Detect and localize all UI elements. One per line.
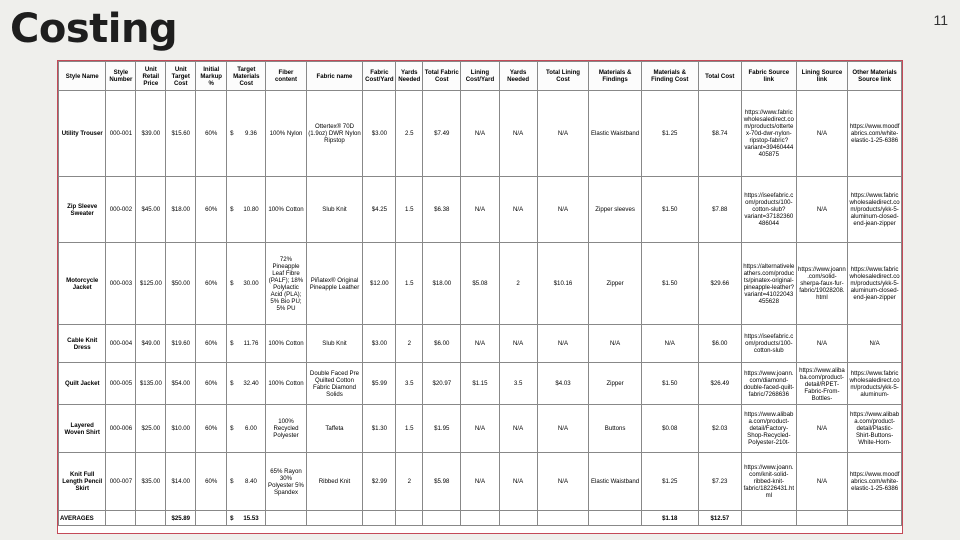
cell-style_name: Zip Sleeve Sweater [59,177,106,243]
cell-fabric_cost: $5.99 [363,363,396,405]
cell-findings: Zipper sleeves [589,177,642,243]
col-header: Lining Source link [796,62,848,91]
cell-style_name: Cable Knit Dress [59,325,106,363]
cell-fiber: 72% Pineapple Leaf Fibre (PALF); 18% Polylactic Acid (PLA); 5% Bio PU; 5% PU [266,243,306,325]
cell-value: 30.00 [243,280,259,287]
cell-lining_yards: N/A [499,325,537,363]
col-header: Initial Markup % [196,62,227,91]
link-text: https://alternativeleathers.com/products/pinatex-original-pineapple-leather?variant=41022043455628 [743,262,795,305]
cell-total_fabric: $7.49 [423,91,461,177]
link-text: N/A [869,340,880,347]
cell-fabric: Taffeta [306,405,363,453]
cell-total_fabric: $1.95 [423,405,461,453]
cell-value: 9.36 [245,130,257,137]
averages-cell: $25.89 [166,511,196,526]
averages-cell [363,511,396,526]
cell-finding_cost: $0.08 [641,405,698,453]
averages-cell: $12.57 [698,511,741,526]
cell-lining_link [796,243,848,325]
cell-fiber: 65% Rayon 30% Polyester 5% Spandex [266,453,306,511]
cell-retail: $45.00 [136,177,166,243]
cell-finding_cost: $1.25 [641,91,698,177]
col-header: Total Cost [698,62,741,91]
cell-style_name: Motorcycle Jacket [59,243,106,325]
cell-total_lining: N/A [537,325,589,363]
cell-total_lining: $10.16 [537,243,589,325]
cell-yards: 2 [396,453,423,511]
averages-cell: $1.18 [641,511,698,526]
table-row [59,453,902,511]
averages-cell [499,511,537,526]
cell-other_link [848,405,902,453]
col-header: Yards Needed [499,62,537,91]
cell-total_cost: $7.88 [698,177,741,243]
col-header: Unit Target Cost [166,62,196,91]
col-header: Yards Needed [396,62,423,91]
cell-yards: 2.5 [396,91,423,177]
cell-yards: 1.5 [396,405,423,453]
col-header: Fabric Source link [741,62,796,91]
cell-total_fabric: $18.00 [423,243,461,325]
averages-cell [741,511,796,526]
cell-target_cost: $15.60 [166,91,196,177]
link-text: N/A [816,130,828,137]
slide-title: Costing [10,6,178,52]
cell-finding_cost: $1.50 [641,243,698,325]
cell-fiber: 100% Nylon [266,91,306,177]
cell-lining_yards: 2 [499,243,537,325]
cell-value: 10.80 [243,206,259,213]
averages-cell [106,511,136,526]
link-text: https://www.fabricwholesaledirect.com/products/ykk-5-aluminum- [849,369,900,398]
cell-findings: Elastic Waistband [589,453,642,511]
cell-lining_link [796,363,848,405]
col-header: Style Number [106,62,136,91]
cell-retail: $125.00 [136,243,166,325]
cell-lining_cost: N/A [461,405,499,453]
cell-style_number: 000-002 [106,177,136,243]
link-text: N/A [816,478,828,485]
averages-cell [266,511,306,526]
cell-markup: 60% [196,453,227,511]
cell-findings: N/A [589,325,642,363]
currency-symbol: $ [230,340,234,347]
cell-mat_cost [227,91,266,177]
cell-total_lining: N/A [537,91,589,177]
page-number: 11 [933,12,948,28]
cell-lining_yards: N/A [499,91,537,177]
col-header: Total Fabric Cost [423,62,461,91]
cell-markup: 60% [196,177,227,243]
averages-cell [848,511,902,526]
cell-retail: $39.00 [136,91,166,177]
cell-total_lining: $4.03 [537,363,589,405]
cell-markup: 60% [196,91,227,177]
cell-other_link [848,453,902,511]
cell-fabric: Double Faced Pre Quilted Cotton Fabric Diamond Solids [306,363,363,405]
table-body [59,91,902,526]
link-text: https://www.joann.com/solid-sherpa-faux-fur-fabric/19028208.html [798,266,846,301]
cell-markup: 60% [196,363,227,405]
cell-findings: Buttons [589,405,642,453]
col-header: Fabric name [306,62,363,91]
cell-retail: $49.00 [136,325,166,363]
cell-retail: $35.00 [136,453,166,511]
cell-total_fabric: $5.98 [423,453,461,511]
cell-fabric: Slub Knit [306,325,363,363]
table-row [59,91,902,177]
averages-cell [589,511,642,526]
cell-lining_cost: N/A [461,453,499,511]
averages-cell [537,511,589,526]
currency-symbol: $ [230,514,234,522]
averages-cell [396,511,423,526]
cell-mat_cost [227,243,266,325]
cell-other_link [848,91,902,177]
cell-lining_cost: N/A [461,177,499,243]
cell-fabric_cost: $12.00 [363,243,396,325]
currency-symbol: $ [230,280,234,287]
cell-other_link [848,325,902,363]
cell-finding_cost: $1.50 [641,177,698,243]
link-text: https://www.fabricwholesaledirect.com/products/ykk-5-aluminum-closed-end-jean-zipper [849,266,900,301]
averages-cell [796,511,848,526]
cell-style_name: Utility Trouser [59,91,106,177]
averages-cell [306,511,363,526]
table-row [59,405,902,453]
link-text: N/A [816,340,828,347]
table-row [59,325,902,363]
cell-findings: Elastic Waistband [589,91,642,177]
cell-lining_yards: N/A [499,177,537,243]
cell-target_cost: $19.60 [166,325,196,363]
table-row [59,177,902,243]
cell-mat_cost [227,363,266,405]
link-text: https://www.fabricwholesaledirect.com/products/ykk-5-aluminum-closed-end-jean-zipper [849,192,900,227]
cell-mat_cost [227,453,266,511]
cell-style_number: 000-005 [106,363,136,405]
currency-symbol: $ [230,478,234,485]
link-text: https://www.joann.com/diamond-double-faced-quilt-fabric/7268636 [743,369,795,398]
col-header: Other Materials Source link [848,62,902,91]
header-row [59,62,902,91]
cell-lining_link [796,177,848,243]
cell-value: 15.53 [243,514,259,522]
currency-symbol: $ [230,130,234,137]
averages-cell: AVERAGES [59,511,106,526]
cell-total_fabric: $6.00 [423,325,461,363]
link-text: https://www.alibaba.com/product-detail/Plastic-Shirt-Buttons-White-Horn- [850,411,900,446]
cell-total_lining: N/A [537,453,589,511]
cell-fiber: 100% Recycled Polyester [266,405,306,453]
averages-row [59,511,902,526]
cell-style_name: Layered Woven Shirt [59,405,106,453]
cell-yards: 1.5 [396,243,423,325]
currency-symbol: $ [230,380,234,387]
cell-total_cost: $8.74 [698,91,741,177]
link-text: https://www.fabricwholesaledirect.com/products/ottertex-70d-dwr-nylon-ripstop-fabric?variant=39460444405875 [743,109,794,158]
cell-lining_cost: $1.15 [461,363,499,405]
cell-target_cost: $14.00 [166,453,196,511]
col-header: Total Lining Cost [537,62,589,91]
cell-fabric_link [741,325,796,363]
cell-mat_cost [227,325,266,363]
averages-cell [196,511,227,526]
table-row [59,243,902,325]
link-text: N/A [816,425,828,432]
col-header: Target Materials Cost [227,62,266,91]
col-header: Fiber content [266,62,306,91]
cell-lining_cost: $5.08 [461,243,499,325]
cell-total_cost: $26.49 [698,363,741,405]
cell-markup: 60% [196,325,227,363]
cell-markup: 60% [196,405,227,453]
cell-style_number: 000-001 [106,91,136,177]
cell-lining_yards: N/A [499,405,537,453]
cell-total_fabric: $20.97 [423,363,461,405]
cell-findings: Zipper [589,363,642,405]
cell-mat_cost [227,405,266,453]
cell-retail: $25.00 [136,405,166,453]
averages-cell [227,511,266,526]
cell-total_cost: $7.23 [698,453,741,511]
cell-markup: 60% [196,243,227,325]
cell-yards: 3.5 [396,363,423,405]
costing-table-frame [57,60,903,534]
costing-table [58,61,902,526]
link-text: https://www.moodfabrics.com/white-elastic-1-25-6386 [849,123,900,144]
cell-style_name: Knit Full Length Pencil Skirt [59,453,106,511]
currency-symbol: $ [230,425,234,432]
link-text: https://iseefabric.com/products/100-cotton-slub?variant=37182360486044 [744,192,794,227]
averages-cell [423,511,461,526]
link-text: https://www.alibaba.com/product-detail/RPET-Fabric-From-Bottles- [799,366,845,401]
cell-fabric_link [741,177,796,243]
cell-fabric_link [741,363,796,405]
cell-lining_link [796,453,848,511]
link-text: N/A [816,206,828,213]
cell-style_number: 000-007 [106,453,136,511]
cell-retail: $135.00 [136,363,166,405]
cell-other_link [848,177,902,243]
cell-total_cost: $29.66 [698,243,741,325]
cell-fabric_cost: $4.25 [363,177,396,243]
cell-lining_yards: N/A [499,453,537,511]
cell-fabric_cost: $3.00 [363,325,396,363]
cell-fiber: 100% Cotton [266,363,306,405]
cell-other_link [848,243,902,325]
cell-value: 11.76 [243,340,259,347]
cell-style_name: Quilt Jacket [59,363,106,405]
cell-finding_cost: $1.50 [641,363,698,405]
cell-fabric_cost: $3.00 [363,91,396,177]
cell-finding_cost: N/A [641,325,698,363]
cell-value: 8.40 [245,478,257,485]
cell-total_cost: $2.03 [698,405,741,453]
cell-fabric_link [741,405,796,453]
link-text: https://www.moodfabrics.com/white-elastic-1-25-6386 [849,471,900,492]
cell-yards: 1.5 [396,177,423,243]
cell-lining_link [796,405,848,453]
cell-value: 6.00 [245,425,257,432]
cell-lining_link [796,91,848,177]
cell-lining_cost: N/A [461,91,499,177]
col-header: Unit Retail Price [136,62,166,91]
cell-fiber: 100% Cotton [266,177,306,243]
col-header: Fabric Cost/Yard [363,62,396,91]
cell-style_number: 000-003 [106,243,136,325]
link-text: https://www.joann.com/knit-solid-ribbed-knit-fabric/18226431.html [743,464,795,499]
cell-fabric: Piñatex® Original Pineapple Leather [306,243,363,325]
col-header: Materials & Findings [589,62,642,91]
cell-value: 32.40 [243,380,259,387]
cell-total_cost: $6.00 [698,325,741,363]
cell-fabric_cost: $2.99 [363,453,396,511]
cell-other_link [848,363,902,405]
cell-finding_cost: $1.25 [641,453,698,511]
cell-total_lining: N/A [537,177,589,243]
cell-target_cost: $50.00 [166,243,196,325]
cell-fabric_cost: $1.30 [363,405,396,453]
cell-target_cost: $54.00 [166,363,196,405]
cell-fabric: Slub Knit [306,177,363,243]
cell-lining_yards: 3.5 [499,363,537,405]
cell-fabric_link [741,453,796,511]
col-header: Lining Cost/Yard [461,62,499,91]
cell-total_lining: N/A [537,405,589,453]
col-header: Materials & Finding Cost [641,62,698,91]
cell-lining_link [796,325,848,363]
link-text: https://www.alibaba.com/product-detail/Factory-Shop-Recycled-Polyester-210t- [744,411,794,446]
cell-fabric: Ottertex® 70D (1.9oz) DWR Nylon Ripstop [306,91,363,177]
cell-findings: Zipper [589,243,642,325]
cell-mat_cost [227,177,266,243]
averages-cell [136,511,166,526]
cell-lining_cost: N/A [461,325,499,363]
cell-yards: 2 [396,325,423,363]
cell-total_fabric: $6.38 [423,177,461,243]
cell-target_cost: $10.00 [166,405,196,453]
table-row [59,363,902,405]
cell-target_cost: $18.00 [166,177,196,243]
cell-style_number: 000-006 [106,405,136,453]
currency-symbol: $ [230,206,234,213]
cell-fiber: 100% Cotton [266,325,306,363]
link-text: https://iseefabric.com/products/100-cotton-slub [744,333,794,354]
averages-cell [461,511,499,526]
cell-fabric_link [741,243,796,325]
cell-fabric_link [741,91,796,177]
col-header: Style Name [59,62,106,91]
cell-style_number: 000-004 [106,325,136,363]
cell-fabric: Ribbed Knit [306,453,363,511]
